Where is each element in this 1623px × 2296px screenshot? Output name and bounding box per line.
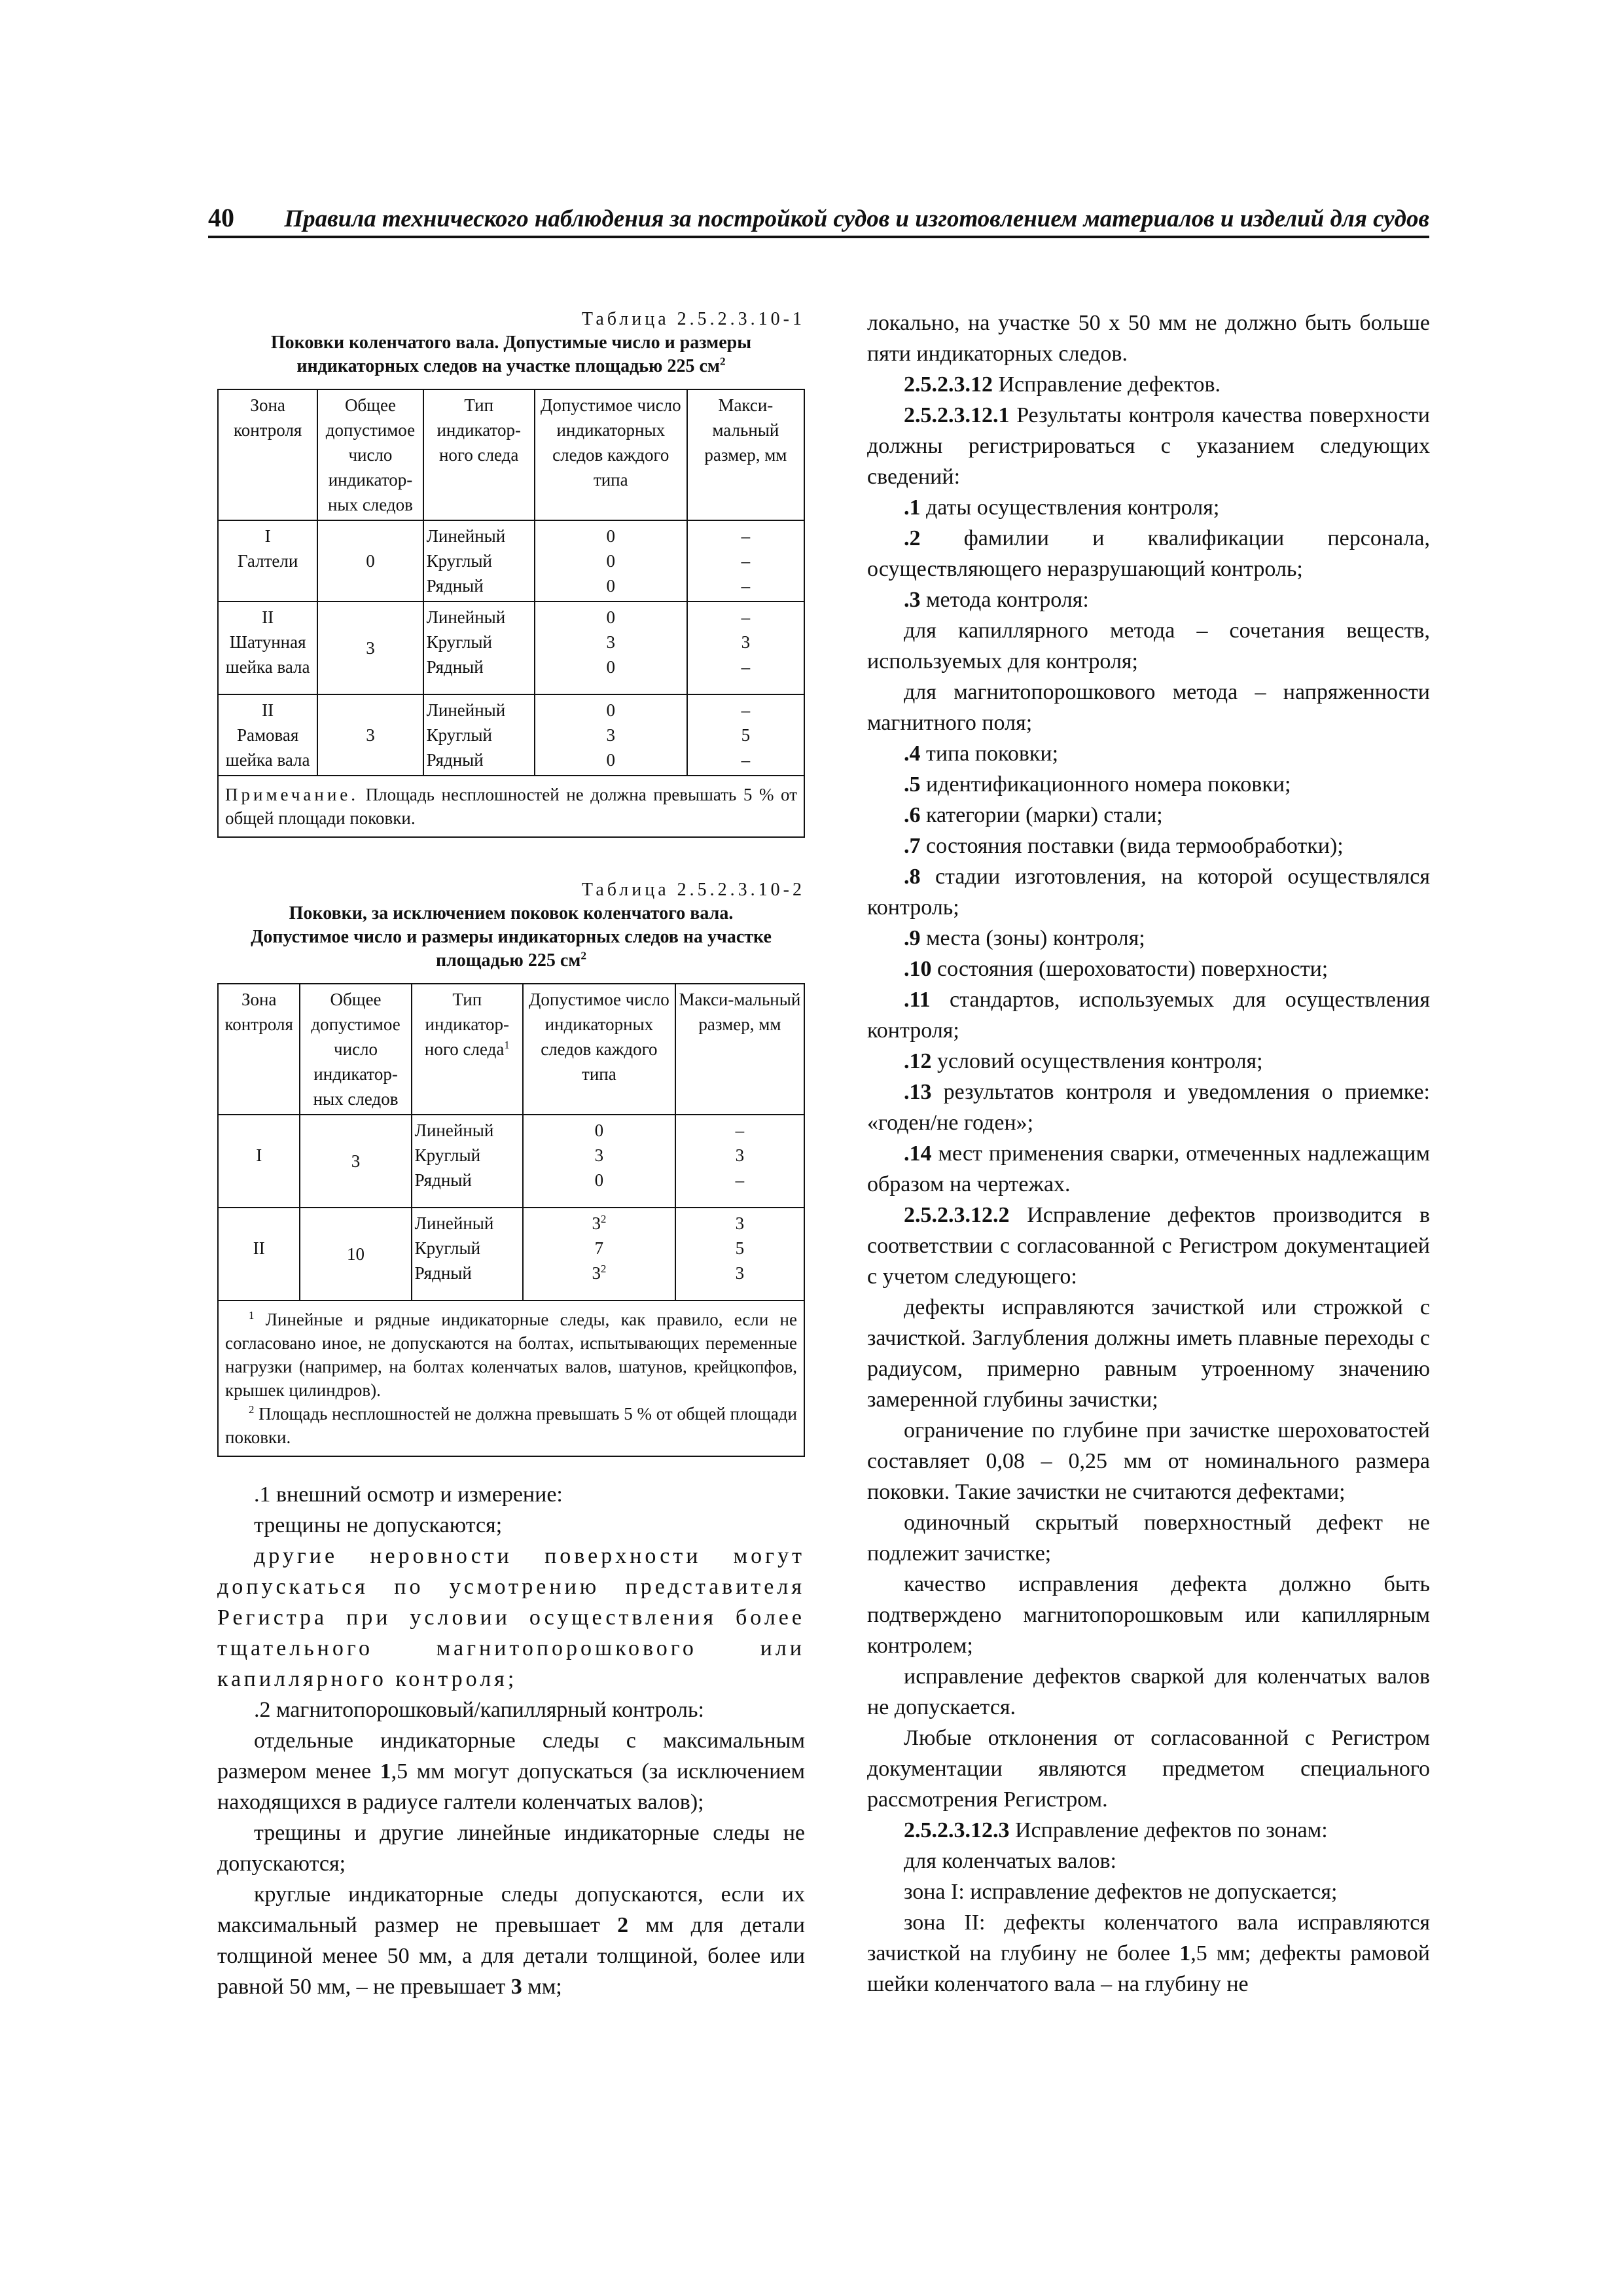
type-cell: Линейный Круглый Рядный — [423, 520, 535, 601]
section-heading: 2.5.2.3.12 Исправление дефектов. — [904, 372, 1221, 397]
paragraph: трещины и другие линейные индикаторные следы не допускаются; — [217, 1821, 805, 1876]
allowed-cell: 0 3 0 — [523, 1115, 675, 1208]
list-item: .4 типа поковки; — [904, 742, 1059, 766]
list-item: .5 идентификационного номера поковки; — [904, 772, 1291, 797]
table2-footnotes — [218, 1300, 804, 1456]
total-cell: 3 — [317, 694, 423, 776]
list-item: .14 мест применения сварки, отмеченных надлежащим образом на чертежах. — [867, 1141, 1430, 1196]
list-item: .7 состояния поставки (вида термообработки); — [904, 834, 1344, 858]
list-item: .12 условий осуществления контроля; — [904, 1049, 1263, 1073]
left-column — [217, 308, 805, 2002]
page-number: 40 — [208, 203, 234, 232]
table2-header-cell: Макси-мальный размер, мм — [675, 984, 804, 1115]
table-row — [218, 1208, 804, 1300]
table-row — [218, 1115, 804, 1208]
table1-header-cell: Тип индикатор-ного следа — [423, 389, 535, 520]
list-item: .13 результатов контроля и уведомления о приемке: «годен/не годен»; — [867, 1080, 1430, 1135]
paragraph: круглые индикаторные следы допускаются, если их максимальный размер не превышает 2 мм для детали толщиной менее 50 мм, а для детали толщиной, более или равной 50 мм, – не превышает 3 мм; — [217, 1882, 805, 1999]
zone-cell: II Шатунная шейка вала — [218, 601, 317, 694]
paragraph: качество исправления дефекта должно быть подтверждено магнитопорошковым или капиллярным контролем; — [867, 1572, 1430, 1658]
type-cell: Линейный Круглый Рядный — [423, 694, 535, 776]
table1-header-row — [218, 389, 804, 520]
allowed-cell: 0 3 0 — [535, 601, 687, 694]
table2-header-cell: Допустимое число индикаторных следов каждого типа — [523, 984, 675, 1115]
table-row — [218, 520, 804, 601]
table1 — [217, 389, 805, 838]
section-heading: 2.5.2.3.12.1 Результаты контроля качества поверхности должны регистрироваться с указанием следующих сведений: — [867, 403, 1430, 489]
footnote-2: $^2$ Площадь несплошностей не должна превышать 5 % от общей площади поковки. — [225, 1403, 797, 1447]
paragraph: для коленчатых валов: — [904, 1849, 1116, 1873]
zone-cell: I Галтели — [218, 520, 317, 601]
paragraph: .2 магнитопорошковый/капиллярный контроль: — [254, 1698, 704, 1722]
total-cell: 3 — [317, 601, 423, 694]
table2-header-cell: Общее допустимое число индикатор-ных следов — [300, 984, 411, 1115]
right-column — [867, 308, 1430, 2000]
paragraph: .1 внешний осмотр и измерение: — [254, 1482, 563, 1507]
page-header — [208, 196, 1429, 238]
paragraph: одиночный скрытый поверхностный дефект не подлежит зачистке; — [867, 1511, 1430, 1566]
table2-title: Поковки, за исключением поковок коленчатого вала. Допустимое число и размеры индикаторных следов на участке площадью 225 $см^2$ — [251, 903, 772, 971]
table1-note: Примечание. Площадь несплошностей не должна превышать 5 % от общей площади поковки. — [218, 776, 804, 837]
paragraph: Любые отклонения от согласованной с Регистром документации являются предметом специального рассмотрения Регистром. — [867, 1726, 1430, 1812]
paragraph: для магнитопорошкового метода – напряженности магнитного поля; — [867, 680, 1430, 735]
paragraph: трещины не допускаются; — [254, 1513, 503, 1537]
running-title: Правила технического наблюдения за постройкой судов и изготовлением материалов и изделий для судов — [284, 206, 1429, 232]
table1-note-row — [218, 776, 804, 837]
list-item: .1 даты осуществления контроля; — [904, 495, 1220, 520]
max-cell: – 3 – — [687, 601, 804, 694]
total-cell: 3 — [300, 1115, 411, 1208]
table-row — [218, 694, 804, 776]
table1-title: Поковки коленчатого вала. Допустимые число и размеры индикаторных следов на участке площадью 225 $см^2$ — [270, 332, 752, 376]
type-cell: Линейный Круглый Рядный — [423, 601, 535, 694]
zone-cell: II — [218, 1208, 300, 1300]
max-cell: – 3 – — [675, 1115, 804, 1208]
table2-footnote-row — [218, 1300, 804, 1456]
paragraph: отдельные индикаторные следы с максимальным размером менее 1,5 мм могут допускаться (за исключением находящихся в радиусе галтели коленчатых валов); — [217, 1729, 806, 1814]
list-item: .10 состояния (шероховатости) поверхности; — [904, 957, 1329, 981]
type-cell: Линейный Круглый Рядный — [412, 1208, 523, 1300]
table-row — [218, 601, 804, 694]
table2-header-cell: Зона контроля — [218, 984, 300, 1115]
total-cell: 10 — [300, 1208, 411, 1300]
paragraph: зона I: исправление дефектов не допускается; — [904, 1880, 1338, 1904]
footnote-1: $^1$ Линейные и рядные индикаторные следы, как правило, если не согласовано иное, не допускаются на болтах, испытывающих переменные нагрузки (например, на болтах коленчатых валов, шатунов, крейцкопфов, крышек цилиндров). — [225, 1309, 797, 1400]
table1-header-cell: Зона контроля — [218, 389, 317, 520]
list-item: .2 фамилии и квалификации персонала, осуществляющего неразрушающий контроль; — [867, 526, 1430, 581]
table2-header-cell: Тип индикатор-ного следа$^1$ — [412, 984, 523, 1115]
paragraph: исправление дефектов сваркой для коленчатых валов не допускается. — [867, 1664, 1430, 1719]
zone-cell: I — [218, 1115, 300, 1208]
zone-cell: II Рамовая шейка вала — [218, 694, 317, 776]
paragraph: локально, на участке 50 х 50 мм не должно быть больше пяти индикаторных следов. — [867, 311, 1430, 366]
table2-caption: Таблица 2.5.2.3.10-2 — [581, 880, 805, 900]
type-cell: Линейный Круглый Рядный — [412, 1115, 523, 1208]
table1-header-cell: Допустимое число индикаторных следов каждого типа — [535, 389, 687, 520]
paragraph: для капиллярного метода – сочетания веществ, используемых для контроля; — [867, 619, 1430, 673]
list-item: .11 стандартов, используемых для осуществления контроля; — [867, 988, 1430, 1043]
allowed-cell: 0 3 0 — [535, 694, 687, 776]
list-item: .9 места (зоны) контроля; — [904, 926, 1145, 950]
table2-header-row — [218, 984, 804, 1115]
table1-caption: Таблица 2.5.2.3.10-1 — [581, 309, 805, 329]
paragraph: зона II: дефекты коленчатого вала исправляются зачисткой на глубину не более 1,5 мм; дефекты рамовой шейки коленчатого вала – на глубину не — [867, 1910, 1430, 1996]
table1-header-cell: Макси-мальный размер, мм — [687, 389, 804, 520]
allowed-cell: $3^2$ 7 $3^2$ — [523, 1208, 675, 1300]
list-item: .6 категории (марки) стали; — [904, 803, 1163, 827]
section-heading: 2.5.2.3.12.3 Исправление дефектов по зонам: — [904, 1818, 1328, 1842]
table2 — [217, 983, 805, 1457]
table1-header-cell: Общее допустимое число индикатор-ных следов — [317, 389, 423, 520]
list-item: .3 метода контроля: — [904, 588, 1089, 612]
list-item: .8 стадии изготовления, на которой осуществлялся контроль; — [867, 865, 1430, 920]
paragraph: другие неровности поверхности могут допускаться по усмотрению представителя Регистра при условии осуществления более тщательного магнитопорошкового или капиллярного контроля; — [217, 1544, 805, 1691]
paragraph: ограничение по глубине при зачистке шероховатостей составляет 0,08 – 0,25 мм от номинального размера поковки. Такие зачистки не считаются дефектами; — [867, 1418, 1430, 1504]
total-cell: 0 — [317, 520, 423, 601]
max-cell: – – – — [687, 520, 804, 601]
section-heading: 2.5.2.3.12.2 Исправление дефектов производится в соответствии с согласованной с Регистром документацией с учетом следующего: — [867, 1203, 1430, 1289]
paragraph: дефекты исправляются зачисткой или строжкой с зачисткой. Заглубления должны иметь плавные переходы с радиусом, примерно равным утроенному значению замеренной глубины зачистки; — [867, 1295, 1430, 1412]
max-cell: 3 5 3 — [675, 1208, 804, 1300]
max-cell: – 5 – — [687, 694, 804, 776]
allowed-cell: 0 0 0 — [535, 520, 687, 601]
